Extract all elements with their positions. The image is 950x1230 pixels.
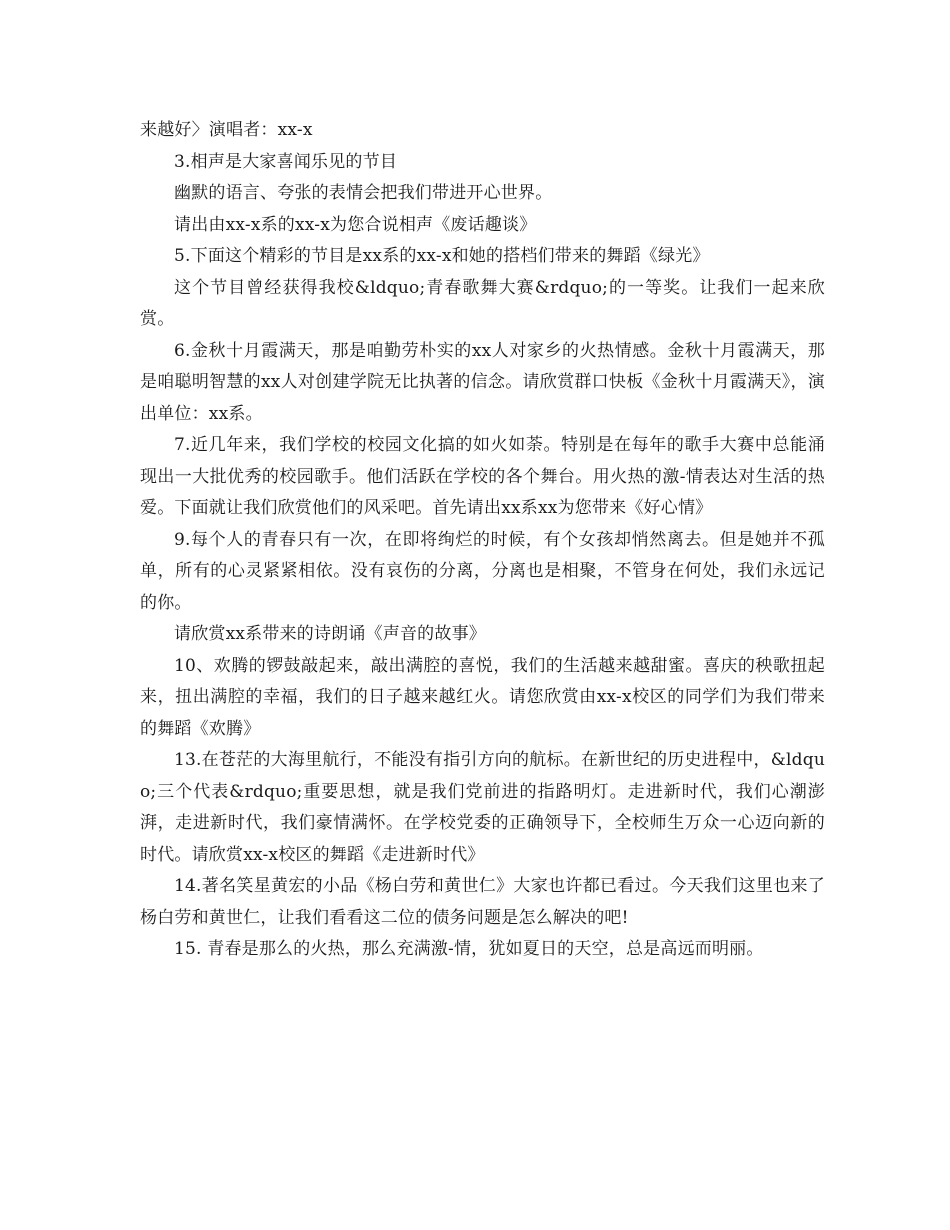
paragraph-3: 幽默的语言、夸张的表情会把我们带进开心世界。: [174, 183, 553, 203]
paragraph-12: 13.在苍茫的大海里航行，不能没有指引方向的航标。在新世纪的历史进程中，&ldquo;三个代表&rdquo;重要思想，就是我们党前进的指路明灯。走进新时代，我们心潮澎湃，走进新时代，我们豪情满怀。在学校党委的正确领导下，全校师生万众一心迈向新的时代。请欣赏xx-x校区的舞蹈《走进新时代》: [140, 750, 825, 865]
paragraph-13: 14.著名笑星黄宏的小品《杨白劳和黄世仁》大家也许都已看过。今天我们这里也来了杨白劳和黄世仁，让我们看看这二位的债务问题是怎么解决的吧!: [140, 876, 825, 928]
paragraph-10: 请欣赏xx系带来的诗朗诵《声音的故事》: [174, 624, 486, 644]
document-body: [140, 115, 825, 966]
paragraph-5: 5.下面这个精彩的节目是xx系的xx-x和她的搭档们带来的舞蹈《绿光》: [174, 246, 710, 266]
paragraph-7: 6.金秋十月霞满天，那是咱勤劳朴实的xx人对家乡的火热情感。金秋十月霞满天，那是咱聪明智慧的xx人对创建学院无比执著的信念。请欣赏群口快板《金秋十月霞满天》，演出单位：xx系。: [140, 340, 825, 424]
paragraph-9: 9.每个人的青春只有一次，在即将绚烂的时候，有个女孩却悄然离去。但是她并不孤单，所有的心灵紧紧相依。没有哀伤的分离，分离也是相聚，不管身在何处，我们永远记的你。: [140, 529, 825, 613]
paragraph-8: 7.近几年来，我们学校的校园文化搞的如火如荼。特别是在每年的歌手大赛中总能涌现出一大批优秀的校园歌手。他们活跃在学校的各个舞台。用火热的激-情表达对生活的热爱。下面就让我们欣赏他们的风采吧。首先请出xx系xx为您带来《好心情》: [140, 435, 825, 518]
paragraph-14: 15. 青春是那么的火热，那么充满激-情，犹如夏日的天空，总是高远而明丽。: [174, 939, 764, 959]
paragraph-2: 3.相声是大家喜闻乐见的节目: [174, 151, 398, 172]
paragraph-6: 这个节目曾经获得我校&ldquo;青春歌舞大赛&rdquo;的一等奖。让我们一起来欣赏。: [140, 277, 825, 329]
paragraph-1: 来越好〉演唱者：xx-x: [140, 120, 313, 140]
paragraph-11: 10、欢腾的锣鼓敲起来，敲出满腔的喜悦，我们的生活越来越甜蜜。喜庆的秧歌扭起来，扭出满腔的幸福，我们的日子越来越红火。请您欣赏由xx-x校区的同学们为我们带来的舞蹈《欢腾》: [140, 655, 825, 739]
paragraph-4: 请出由xx-x系的xx-x为您合说相声《废话趣谈》: [174, 214, 537, 235]
